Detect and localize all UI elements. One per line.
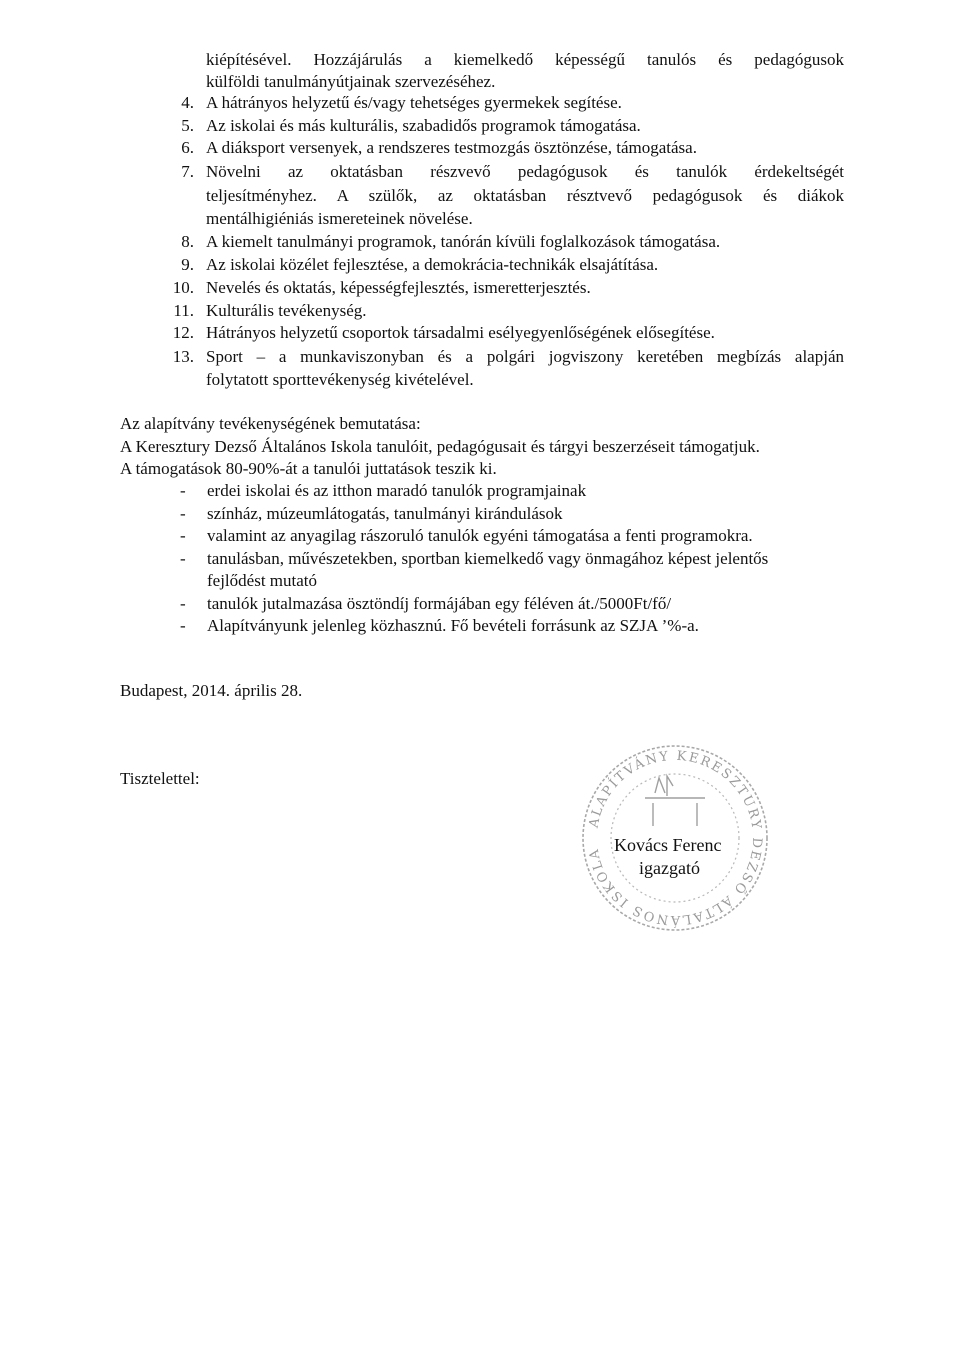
list-item-text: A diáksport versenyek, a rendszeres testmozgás ösztönzése, támogatása. (206, 138, 697, 157)
list-item-number: 11. (173, 301, 194, 320)
list-item-text: Az iskolai közélet fejlesztése, a demokrácia-technikák elsajátítása. (206, 255, 659, 274)
list-item-text: A hátrányos helyzetű és/vagy tehetséges gyermekek segítése. (206, 93, 622, 112)
list-item-text: teljesítményhez. A szülők, az oktatásban résztvevő pedagógusok és diákok (206, 186, 844, 205)
place-date: Budapest, 2014. április 28. (120, 681, 303, 700)
bullet-text: Alapítványunk jelenleg közhasznú. Fő bevételi forrásunk az SZJA ’%-a. (207, 616, 699, 635)
intro-line-1: kiépítésével. Hozzájárulás a kiemelkedő képességű tanulós és pedagógusok (206, 50, 844, 69)
bullet-dash: - (180, 504, 186, 523)
list-item-text: folytatott sporttevékenység kivételével. (206, 370, 474, 389)
signature-name: Kovács Ferenc (614, 835, 722, 855)
list-item-text: Sport – a munkaviszonyban és a polgári jogviszony keretében megbízás alapján (206, 347, 844, 366)
activity-heading: Az alapítvány tevékenységének bemutatása: (120, 414, 421, 433)
list-item-number: 12. (172, 323, 194, 342)
list-item-text: A kiemelt tanulmányi programok, tanórán kívüli foglalkozások támogatása. (206, 232, 721, 251)
list-item-number: 7. (181, 162, 194, 181)
bullet-text: tanulásban, művészetekben, sportban kiemelkedő vagy önmagához képest jelentős (207, 549, 769, 568)
list-item-number: 6. (181, 138, 194, 157)
bullet-text: valamint az anyagilag rászoruló tanulók egyéni támogatása a fenti programokra. (207, 526, 753, 545)
stamp-emblem (645, 776, 705, 826)
activity-line-1: A Keresztury Dezső Általános Iskola tanulóit, pedagógusait és tárgyi beszerzéseit támogatjuk. (120, 437, 760, 456)
list-item-text: Kulturális tevékenység. (206, 301, 367, 320)
closing-salutation: Tisztelettel: (120, 769, 200, 788)
list-item-number: 9. (181, 255, 194, 274)
list-item-number: 4. (181, 93, 194, 112)
bullet-text: tanulók jutalmazása ösztöndíj formájában egy féléven át./5000Ft/fő/ (207, 594, 672, 613)
bullet-text: fejlődést mutató (207, 571, 318, 590)
list-item-number: 10. (172, 278, 194, 297)
bullet-dash: - (180, 549, 186, 568)
list-item-text: Az iskolai és más kulturális, szabadidős programok támogatása. (206, 116, 641, 135)
bullet-text: színház, múzeumlátogatás, tanulmányi kirándulások (207, 504, 563, 523)
list-item-text: Nevelés és oktatás, képességfejlesztés, ismeretterjesztés. (206, 278, 591, 297)
activity-line-2: A támogatások 80-90%-át a tanulói juttatások teszik ki. (120, 459, 497, 478)
signature-title: igazgató (639, 858, 700, 878)
list-item-text: mentálhigiéniás ismereteinek növelése. (206, 209, 473, 228)
stamp-ring-text: ALAPÍTVÁNY KERESZTURY DEZSŐ ÁLTALÁNOS ISKOLA (586, 748, 765, 928)
list-item-text: Hátrányos helyzetű csoportok társadalmi esélyegyenlőségének elősegítése. (206, 323, 715, 342)
list-item-number: 13. (172, 347, 194, 366)
list-item-number: 8. (181, 232, 194, 251)
bullet-dash: - (180, 594, 186, 613)
list-item-text: Növelni az oktatásban részvevő pedagógusok és tanulók érdekeltségét (206, 162, 844, 181)
intro-line-2: külföldi tanulmányútjainak szervezéséhez. (206, 72, 496, 91)
bullet-dash: - (180, 526, 186, 545)
bullet-dash: - (180, 616, 186, 635)
bullet-text: erdei iskolai és az itthon maradó tanulók programjainak (207, 481, 587, 500)
bullet-dash: - (180, 481, 186, 500)
list-item-number: 5. (181, 116, 194, 135)
